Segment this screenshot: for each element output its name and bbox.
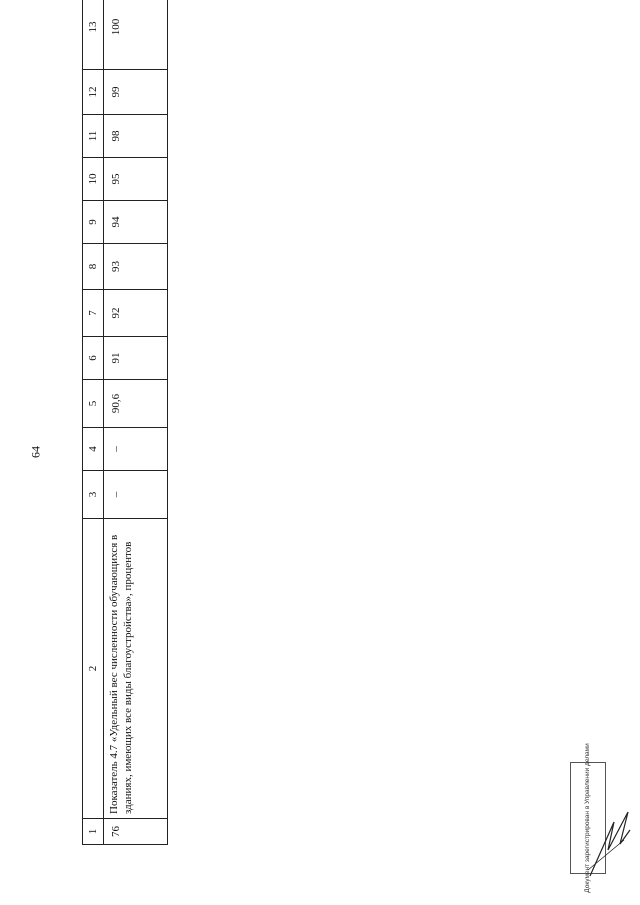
value-cell: 98 <box>104 115 168 158</box>
table-container <box>82 18 162 845</box>
value-cell: 100 <box>104 0 168 70</box>
value-cell: 99 <box>104 70 168 115</box>
indicator-name: Показатель 4.7 «Удельный вес численности обучающихся в зданиях, имеющих все виды благоустройства», процентов <box>104 519 168 819</box>
column-number: 3 <box>83 471 104 519</box>
stamp-text: Документ зарегистрирован в Управлении делами <box>584 743 591 893</box>
column-number: 1 <box>83 819 104 845</box>
page-number: 64 <box>28 446 43 458</box>
column-number: 2 <box>83 519 104 819</box>
column-number: 13 <box>83 0 104 70</box>
value-cell: 91 <box>104 337 168 380</box>
column-number: 12 <box>83 70 104 115</box>
signature-icon <box>584 800 634 880</box>
indicator-table <box>82 0 168 845</box>
value-cell: 93 <box>104 244 168 290</box>
column-number: 6 <box>83 337 104 380</box>
column-number: 8 <box>83 244 104 290</box>
value-cell: – <box>104 471 168 519</box>
value-cell: 92 <box>104 290 168 337</box>
column-number: 4 <box>83 428 104 471</box>
column-number: 10 <box>83 158 104 201</box>
value-cell: 95 <box>104 158 168 201</box>
column-number: 5 <box>83 380 104 428</box>
table-row <box>104 0 168 845</box>
value-cell: 94 <box>104 201 168 244</box>
column-number: 11 <box>83 115 104 158</box>
column-number: 7 <box>83 290 104 337</box>
column-number-row <box>83 0 104 845</box>
column-number: 9 <box>83 201 104 244</box>
value-cell: – <box>104 428 168 471</box>
value-cell: 90,6 <box>104 380 168 428</box>
row-number: 76 <box>104 819 168 845</box>
